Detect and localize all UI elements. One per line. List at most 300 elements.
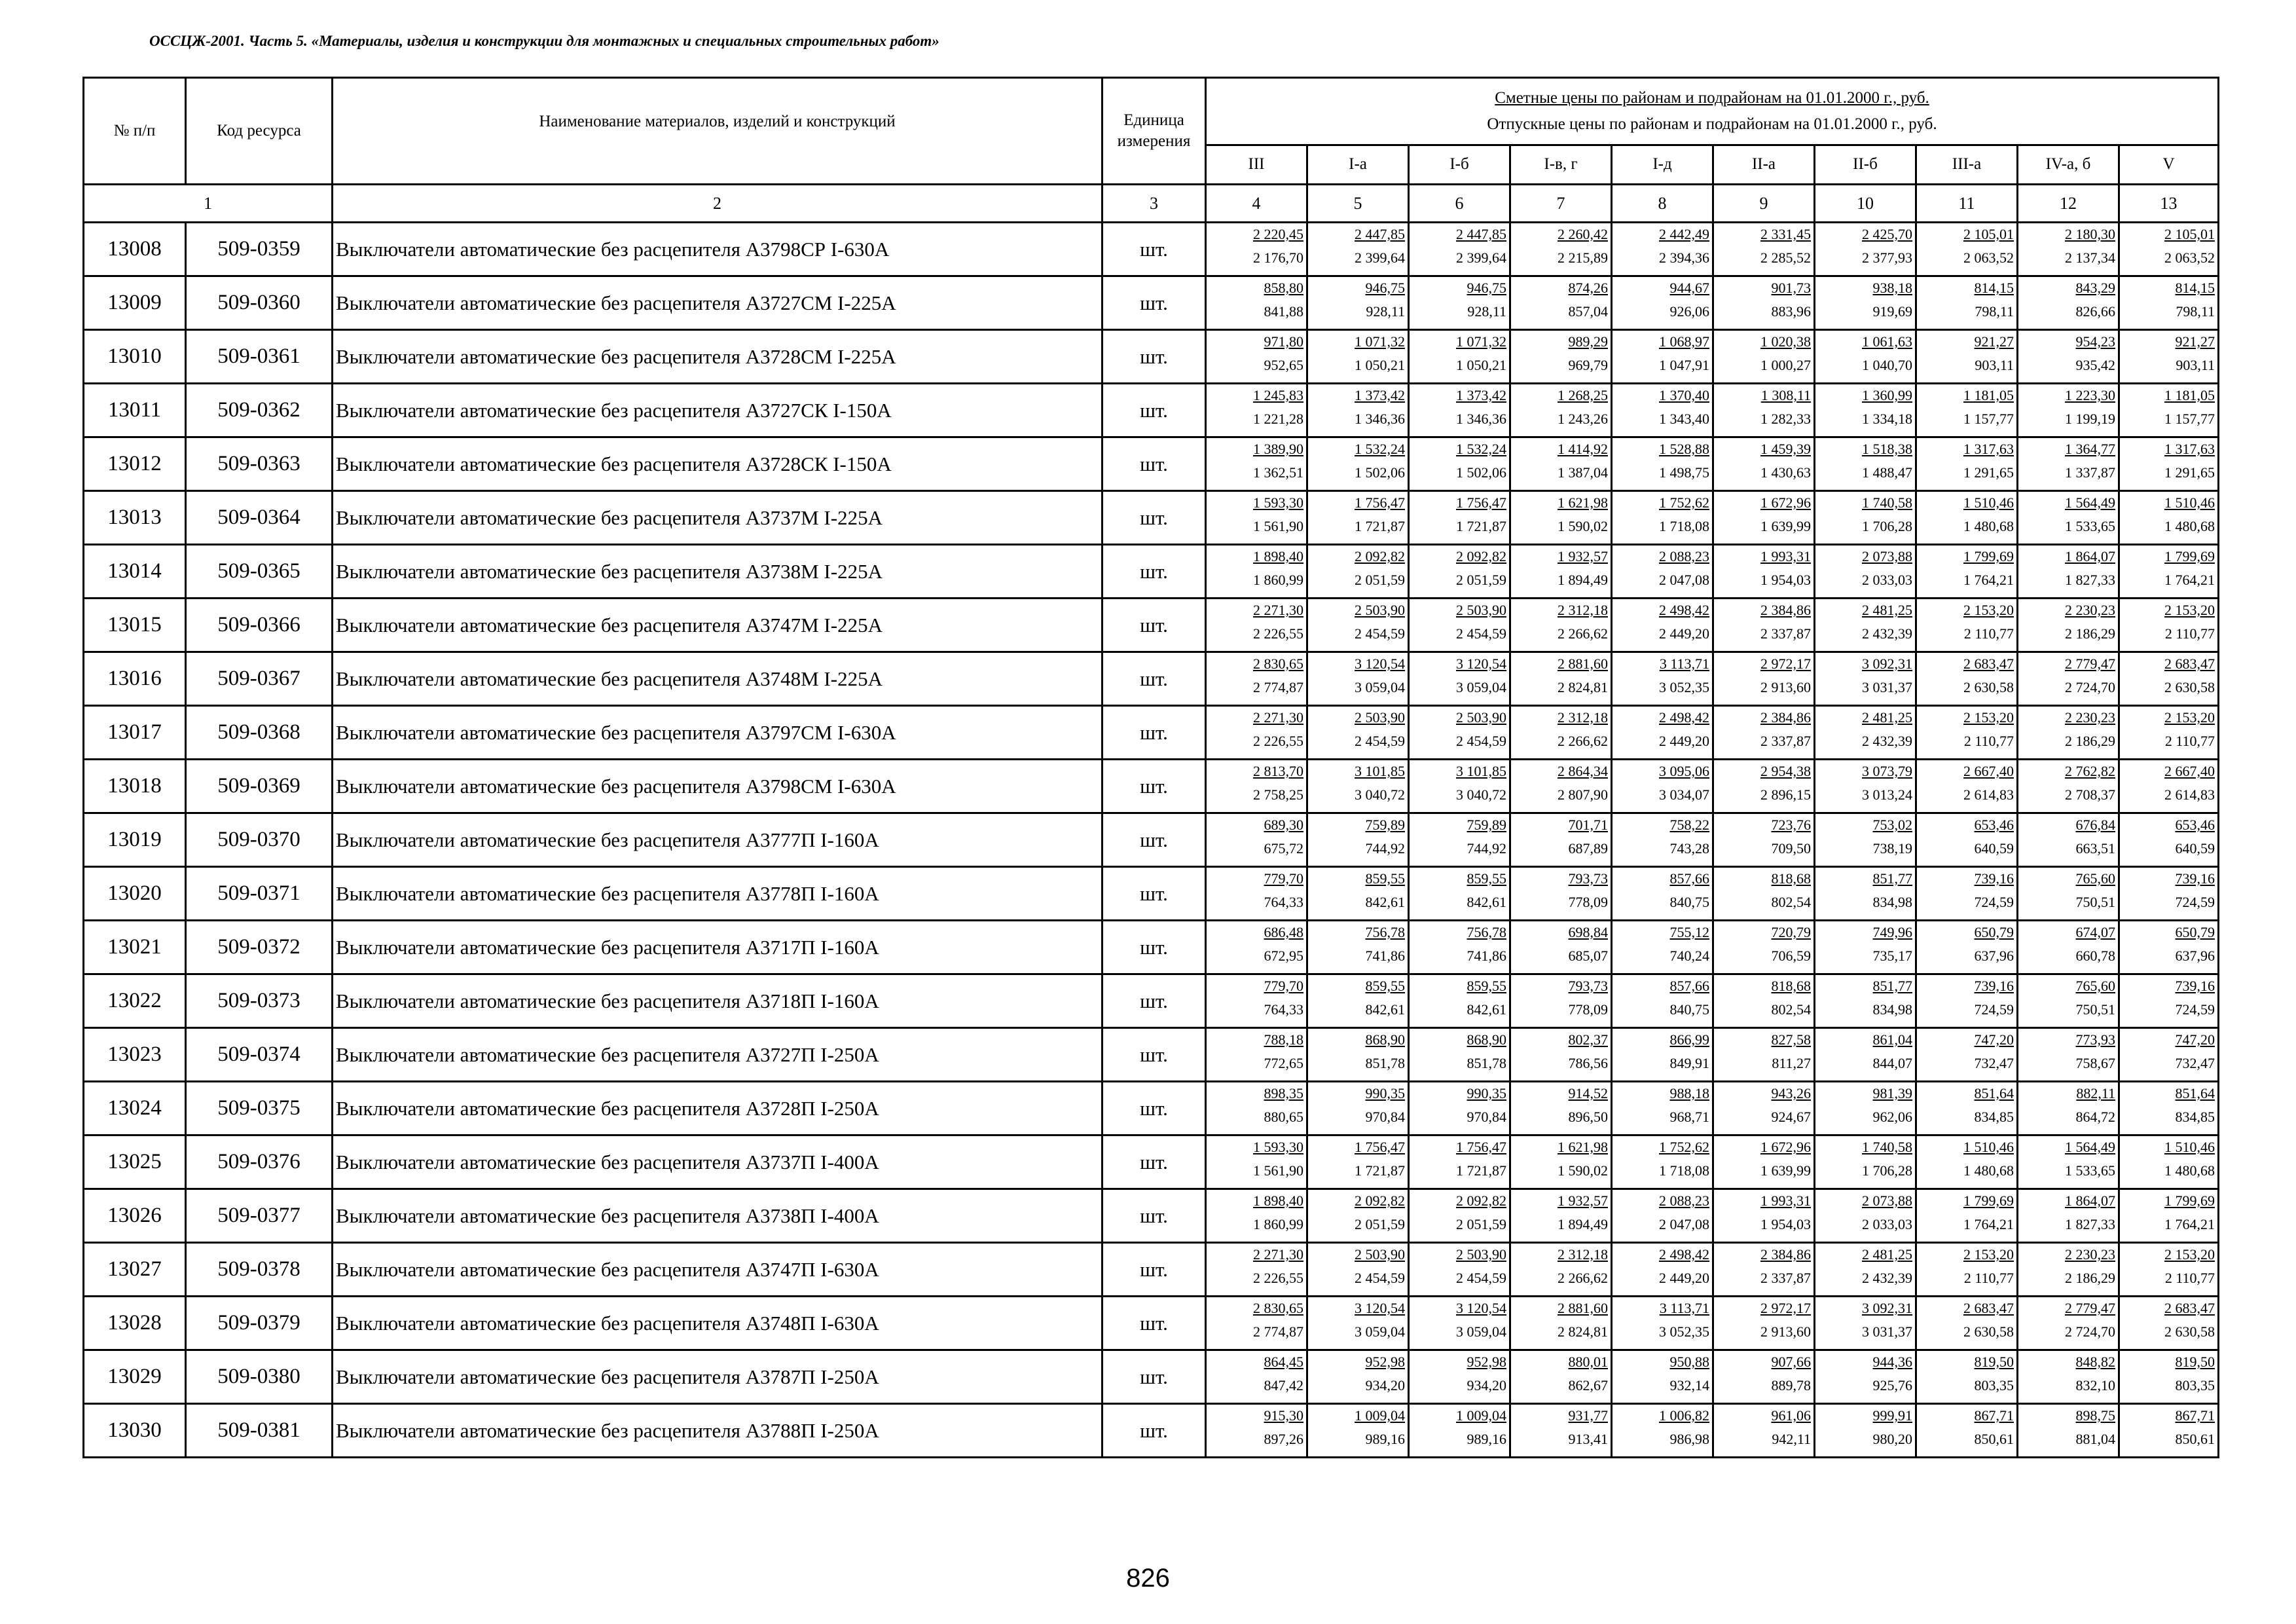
release-price: 842,61 [1365,894,1405,910]
table-row [84,437,2219,491]
release-price: 2 266,62 [1558,625,1608,642]
estimate-price: 858,80 [1264,280,1303,296]
estimate-price: 1 317,63 [1963,441,2014,457]
release-price: 1 047,91 [1659,357,1709,373]
release-price: 2 063,52 [2164,249,2215,266]
estimate-price: 747,20 [2175,1031,2215,1048]
price-cell [2018,867,2119,921]
release-price: 764,33 [1264,1001,1303,1018]
price-cell [1409,1404,1510,1458]
release-price: 2 226,55 [1253,1270,1303,1286]
estimate-price: 1 268,25 [1558,387,1608,403]
estimate-price: 1 364,77 [2065,441,2115,457]
estimate-price: 1 510,46 [1963,1139,2014,1155]
resource-code: 509-0376 [186,1135,333,1189]
price-cell [1510,223,1612,276]
region-header: IV-а, б [2018,145,2119,185]
release-price: 842,61 [1467,894,1506,910]
price-cell [1409,1350,1510,1404]
table-row [84,813,2219,867]
table-row [84,1243,2219,1297]
estimate-price: 2 762,82 [2065,763,2115,779]
price-cell [1916,491,2018,545]
estimate-price: 2 271,30 [1253,602,1303,618]
estimate-price: 1 932,57 [1558,1192,1608,1209]
estimate-price: 2 972,17 [1760,1300,1811,1316]
price-cell [2119,437,2219,491]
release-price: 802,54 [1771,1001,1811,1018]
row-number: 13010 [84,330,186,384]
price-cell [2119,1350,2219,1404]
estimate-price: 2 153,20 [1963,1246,2014,1263]
release-price: 2 137,34 [2065,249,2115,266]
table-row [84,921,2219,974]
unit-cell: шт. [1102,1135,1206,1189]
release-price: 798,11 [1975,303,2014,320]
material-name: Выключатели автоматические без расцепителя А3788П I-250А [333,1404,1102,1458]
estimate-price: 2 105,01 [2164,226,2215,242]
release-price: 1 706,28 [1862,518,1912,534]
release-price: 970,84 [1365,1109,1405,1125]
price-cell [1612,760,1713,813]
price-cell [1713,1082,1815,1135]
row-number: 13012 [84,437,186,491]
price-cell [1307,1404,1409,1458]
region-header: III-а [1916,145,2018,185]
price-cell [1409,652,1510,706]
estimate-price: 859,55 [1365,978,1405,994]
price-cell [1307,599,1409,652]
release-price: 2 226,55 [1253,733,1303,749]
estimate-price: 2 503,90 [1355,1246,1405,1263]
price-cell [1206,1028,1307,1082]
unit-cell: шт. [1102,384,1206,437]
estimate-price: 1 799,69 [1963,548,2014,564]
price-cell [1815,921,1916,974]
price-cell [1612,974,1713,1028]
estimate-price: 818,68 [1771,870,1811,887]
price-cell [1307,491,1409,545]
estimate-price: 3 113,71 [1659,655,1709,672]
estimate-price: 944,67 [1669,280,1709,296]
price-cell [1815,330,1916,384]
release-price: 2 449,20 [1659,733,1709,749]
release-price: 1 221,28 [1253,411,1303,427]
release-price: 740,24 [1669,948,1709,964]
release-price: 1 590,02 [1558,518,1608,534]
price-cell [1409,384,1510,437]
estimate-price: 1 009,04 [1456,1407,1506,1424]
row-number: 13015 [84,599,186,652]
estimate-price: 2 088,23 [1659,1192,1709,1209]
release-price: 2 432,39 [1862,625,1912,642]
release-price: 834,98 [1872,894,1912,910]
estimate-price: 788,18 [1264,1031,1303,1048]
table-row [84,599,2219,652]
column-index: 12 [2018,185,2119,223]
release-price: 968,71 [1669,1109,1709,1125]
price-cell [2119,599,2219,652]
release-price: 3 013,24 [1862,786,1912,803]
material-name: Выключатели автоматические без расцепителя А3737П I-400А [333,1135,1102,1189]
estimate-price: 2 481,25 [1862,602,1912,618]
estimate-price: 851,64 [1974,1085,2014,1101]
price-cell [1510,813,1612,867]
estimate-price: 1 564,49 [2065,494,2115,511]
price-cell [1713,1243,1815,1297]
estimate-price: 2 442,49 [1659,226,1709,242]
price-cell [1713,1297,1815,1350]
release-price: 2 724,70 [2065,1323,2115,1340]
price-cell [1307,437,1409,491]
price-cell [1307,813,1409,867]
price-cell [2018,1243,2119,1297]
estimate-price: 857,66 [1669,870,1709,887]
estimate-price: 3 120,54 [1355,1300,1405,1316]
price-cell [1815,1082,1916,1135]
release-price: 3 052,35 [1659,679,1709,695]
estimate-price: 938,18 [1872,280,1912,296]
price-cell [1713,867,1815,921]
price-cell [1307,1350,1409,1404]
release-price: 1 721,87 [1355,1162,1405,1179]
release-price: 2 630,58 [1963,679,2014,695]
release-price: 1 860,99 [1253,1216,1303,1232]
estimate-price: 739,16 [2175,978,2215,994]
release-price: 1 954,03 [1760,1216,1811,1232]
release-price: 744,92 [1365,840,1405,857]
price-cell [1713,706,1815,760]
estimate-price: 1 223,30 [2065,387,2115,403]
column-index: 6 [1409,185,1510,223]
release-price: 744,92 [1467,840,1506,857]
price-cell [1713,652,1815,706]
price-cell [1307,1297,1409,1350]
unit-cell: шт. [1102,867,1206,921]
estimate-price: 2 683,47 [2164,655,2215,672]
price-cell [1307,921,1409,974]
price-cell [1612,813,1713,867]
estimate-price: 2 230,23 [2065,709,2115,726]
release-price: 980,20 [1872,1431,1912,1447]
release-price: 844,07 [1872,1055,1912,1071]
release-price: 2 226,55 [1253,625,1303,642]
estimate-price: 1 898,40 [1253,1192,1303,1209]
release-price: 672,95 [1264,948,1303,964]
price-cell [1612,1243,1713,1297]
table-row [84,276,2219,330]
table-row [84,1350,2219,1404]
price-cell [2018,760,2119,813]
estimate-price: 901,73 [1771,280,1811,296]
estimate-price: 674,07 [2075,924,2115,940]
unit-cell: шт. [1102,706,1206,760]
estimate-price: 1 756,47 [1456,1139,1506,1155]
release-price: 3 040,72 [1355,786,1405,803]
release-price: 2 449,20 [1659,1270,1709,1286]
release-price: 2 824,81 [1558,679,1608,695]
estimate-price: 1 071,32 [1355,333,1405,350]
release-price: 709,50 [1771,840,1811,857]
release-price: 2 454,59 [1355,733,1405,749]
release-price: 896,50 [1568,1109,1608,1125]
estimate-price: 2 498,42 [1659,1246,1709,1263]
release-price: 1 502,06 [1355,464,1405,481]
release-price: 2 051,59 [1456,1216,1506,1232]
header-release-prices: Отпускные цены по районам и подрайонам на 01.01.2000 г., руб. [1487,115,1937,133]
estimate-price: 2 153,20 [2164,709,2215,726]
header-price-group [1206,78,2219,145]
release-price: 2 337,87 [1760,1270,1811,1286]
estimate-price: 1 898,40 [1253,548,1303,564]
release-price: 986,98 [1669,1431,1709,1447]
estimate-price: 882,11 [2076,1085,2115,1101]
release-price: 1 480,68 [2164,1162,2215,1179]
material-name: Выключатели автоматические без расцепителя А3727СМ I-225А [333,276,1102,330]
row-number: 13008 [84,223,186,276]
row-number: 13027 [84,1243,186,1297]
estimate-price: 2 667,40 [1963,763,2014,779]
release-price: 724,59 [1974,1001,2014,1018]
release-price: 2 824,81 [1558,1323,1608,1340]
release-price: 1 362,51 [1253,464,1303,481]
price-cell [1510,1297,1612,1350]
resource-code: 509-0359 [186,223,333,276]
release-price: 935,42 [2075,357,2115,373]
release-price: 1 718,08 [1659,518,1709,534]
estimate-price: 756,78 [1365,924,1405,940]
estimate-price: 1 756,47 [1355,1139,1405,1155]
estimate-price: 701,71 [1568,817,1608,833]
price-cell [1510,330,1612,384]
estimate-price: 2 779,47 [2065,1300,2115,1316]
estimate-price: 1 756,47 [1355,494,1405,511]
estimate-price: 2 312,18 [1558,709,1608,726]
release-price: 1 291,65 [1963,464,2014,481]
column-index-row [84,185,2219,223]
price-cell [1612,223,1713,276]
estimate-price: 990,35 [1467,1085,1506,1101]
resource-code: 509-0379 [186,1297,333,1350]
table-row [84,974,2219,1028]
price-cell [1307,760,1409,813]
estimate-price: 990,35 [1365,1085,1405,1101]
material-name: Выключатели автоматические без расцепителя А3748М I-225А [333,652,1102,706]
estimate-price: 1 181,05 [1963,387,2014,403]
price-cell [1510,437,1612,491]
row-number: 13019 [84,813,186,867]
price-cell [1206,706,1307,760]
estimate-price: 898,35 [1264,1085,1303,1101]
resource-code: 509-0373 [186,974,333,1028]
estimate-price: 3 120,54 [1456,1300,1506,1316]
price-cell [1612,1297,1713,1350]
release-price: 724,59 [1974,894,2014,910]
material-name: Выключатели автоматические без расцепителя А3748П I-630А [333,1297,1102,1350]
price-cell [2018,437,2119,491]
material-name: Выключатели автоматические без расцепителя А3747П I-630А [333,1243,1102,1297]
price-cell [1612,276,1713,330]
release-price: 3 040,72 [1456,786,1506,803]
release-price: 660,78 [2075,948,2115,964]
price-cell [2119,867,2219,921]
price-cell [1713,545,1815,599]
estimate-price: 1 528,88 [1659,441,1709,457]
estimate-price: 1 360,99 [1862,387,1912,403]
release-price: 1 282,33 [1760,411,1811,427]
price-cell [1815,867,1916,921]
price-cell [1815,706,1916,760]
price-cell [1206,491,1307,545]
release-price: 803,35 [2175,1377,2215,1393]
estimate-price: 2 092,82 [1456,1192,1506,1209]
release-price: 2 432,39 [1862,733,1912,749]
release-price: 1 243,26 [1558,411,1608,427]
estimate-price: 2 503,90 [1355,602,1405,618]
price-cell [1612,1082,1713,1135]
price-cell [1510,760,1612,813]
release-price: 738,19 [1872,840,1912,857]
release-price: 764,33 [1264,894,1303,910]
release-price: 842,61 [1365,1001,1405,1018]
estimate-price: 2 092,82 [1456,548,1506,564]
material-name: Выключатели автоматические без расцепителя А3718П I-160А [333,974,1102,1028]
release-price: 640,59 [1974,840,2014,857]
release-price: 2 454,59 [1355,625,1405,642]
release-price: 2 708,37 [2065,786,2115,803]
row-number: 13022 [84,974,186,1028]
price-cell [1409,1135,1510,1189]
price-cell [1206,599,1307,652]
estimate-price: 1 061,63 [1862,333,1912,350]
unit-cell: шт. [1102,1028,1206,1082]
page-number: 826 [1126,1564,1170,1593]
estimate-price: 2 972,17 [1760,655,1811,672]
release-price: 2 047,08 [1659,1216,1709,1232]
price-cell [1510,276,1612,330]
region-header: II-а [1713,145,1815,185]
resource-code: 509-0375 [186,1082,333,1135]
release-price: 2 266,62 [1558,1270,1608,1286]
estimate-price: 2 683,47 [2164,1300,2215,1316]
estimate-price: 739,16 [1974,978,2014,994]
price-cell [1916,1082,2018,1135]
column-index: 1 [84,185,333,223]
price-cell [1206,1189,1307,1243]
estimate-price: 698,84 [1568,924,1608,940]
estimate-price: 867,71 [1974,1407,2014,1424]
price-cell [1612,921,1713,974]
estimate-price: 755,12 [1669,924,1709,940]
price-cell [1206,760,1307,813]
price-cell [1409,921,1510,974]
release-price: 2 110,77 [2164,625,2215,642]
price-cell [2119,974,2219,1028]
release-price: 880,65 [1264,1109,1303,1125]
release-price: 3 052,35 [1659,1323,1709,1340]
estimate-price: 2 153,20 [1963,602,2014,618]
release-price: 919,69 [1872,303,1912,320]
release-price: 834,98 [1872,1001,1912,1018]
row-number: 13009 [84,276,186,330]
estimate-price: 2 230,23 [2065,602,2115,618]
resource-code: 509-0364 [186,491,333,545]
estimate-price: 1 799,69 [2164,1192,2215,1209]
row-number: 13029 [84,1350,186,1404]
estimate-price: 1 009,04 [1355,1407,1405,1424]
price-cell [1510,491,1612,545]
release-price: 2 394,36 [1659,249,1709,266]
estimate-price: 1 373,42 [1355,387,1405,403]
estimate-price: 950,88 [1669,1354,1709,1370]
estimate-price: 1 756,47 [1456,494,1506,511]
estimate-price: 848,82 [2075,1354,2115,1370]
estimate-price: 2 667,40 [2164,763,2215,779]
release-price: 928,11 [1366,303,1405,320]
table-row [84,1189,2219,1243]
release-price: 811,27 [1772,1055,1811,1071]
material-name: Выключатели автоматические без расцепителя А3727П I-250А [333,1028,1102,1082]
estimate-price: 1 752,62 [1659,1139,1709,1155]
price-cell [1409,330,1510,384]
price-cell [1409,276,1510,330]
region-header: V [2119,145,2219,185]
price-cell [1815,813,1916,867]
price-cell [2119,1189,2219,1243]
estimate-price: 3 120,54 [1456,655,1506,672]
header-estimate-prices: Сметные цены по районам и подрайонам на 01.01.2000 г., руб. [1495,89,1929,107]
release-price: 934,20 [1365,1377,1405,1393]
material-name: Выключатели автоматические без расцепителя А3738П I-400А [333,1189,1102,1243]
price-cell [1815,491,1916,545]
release-price: 2 449,20 [1659,625,1709,642]
estimate-price: 765,60 [2075,978,2115,994]
price-cell [2119,491,2219,545]
estimate-price: 946,75 [1467,280,1506,296]
price-cell [2018,652,2119,706]
estimate-price: 864,45 [1264,1354,1303,1370]
release-price: 928,11 [1467,303,1506,320]
price-cell [1510,867,1612,921]
price-cell [1815,384,1916,437]
estimate-price: 827,58 [1771,1031,1811,1048]
price-cell [1612,1350,1713,1404]
estimate-price: 756,78 [1467,924,1506,940]
release-price: 850,61 [1974,1431,2014,1447]
release-price: 1 346,36 [1456,411,1506,427]
material-name: Выключатели автоматические без расцепителя А3778П I-160А [333,867,1102,921]
release-price: 840,75 [1669,894,1709,910]
estimate-price: 1 006,82 [1659,1407,1709,1424]
estimate-price: 1 993,31 [1760,1192,1811,1209]
resource-code: 509-0368 [186,706,333,760]
release-price: 926,06 [1669,303,1709,320]
price-cell [1916,1189,2018,1243]
release-price: 1 157,77 [2164,411,2215,427]
estimate-price: 1 672,96 [1760,1139,1811,1155]
estimate-price: 818,68 [1771,978,1811,994]
estimate-price: 2 498,42 [1659,709,1709,726]
release-price: 834,85 [1974,1109,2014,1125]
price-cell [1916,276,2018,330]
estimate-price: 759,89 [1467,817,1506,833]
estimate-price: 814,15 [1974,280,2014,296]
release-price: 2 337,87 [1760,733,1811,749]
estimate-price: 1 459,39 [1760,441,1811,457]
estimate-price: 2 331,45 [1760,226,1811,242]
price-cell [2018,813,2119,867]
price-cell [1206,276,1307,330]
